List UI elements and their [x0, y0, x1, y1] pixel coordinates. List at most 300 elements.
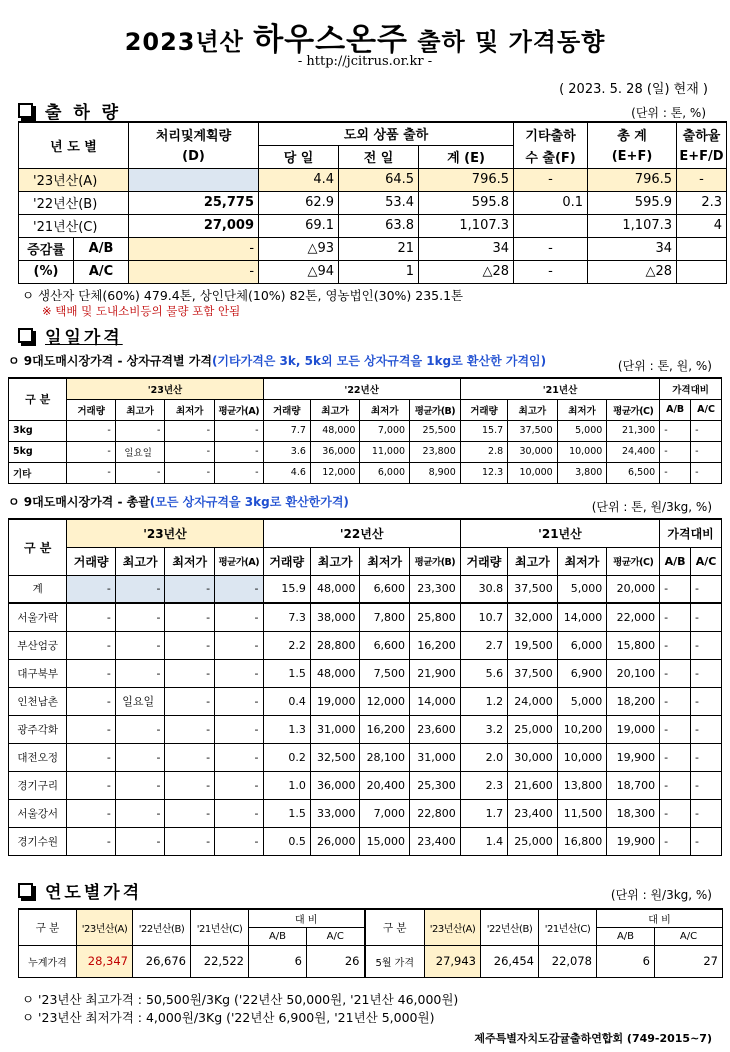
table-row [9, 799, 722, 827]
cell: 25,775 [129, 191, 259, 214]
header-volume: 거래량 [67, 547, 115, 575]
cell: 일요일 [115, 687, 165, 715]
cell: - [115, 827, 165, 855]
cell: - [691, 687, 722, 715]
cell: 11,500 [557, 799, 607, 827]
cell: 38,000 [310, 603, 360, 631]
header-2022: '22년산 [263, 378, 460, 399]
cell: 19,500 [508, 631, 558, 659]
cell: - [67, 771, 115, 799]
cell: - [129, 237, 259, 260]
cell: - [129, 260, 259, 283]
cell: 23,800 [410, 441, 461, 462]
header-ef: (E+F) [588, 145, 677, 168]
cell: 5,000 [557, 687, 607, 715]
cell: - [691, 715, 722, 743]
header-ac: A/C [655, 927, 723, 945]
cell: - [115, 575, 165, 603]
cell: 6 [249, 945, 307, 977]
max-price-note: ㅇ '23년산 최고가격 : 50,500원/3Kg ('22년산 50,000원, '21년산 46,000원) [22, 992, 459, 1007]
cell: - [67, 743, 115, 771]
cell: 12,000 [360, 687, 410, 715]
cell: 22,800 [410, 799, 461, 827]
cell: - [691, 603, 722, 631]
header-2022: '22년산 [263, 519, 460, 547]
header-efd: E+F/D [677, 145, 727, 168]
cell: - [660, 743, 691, 771]
cell: 28,800 [310, 631, 360, 659]
cell: 7,000 [360, 799, 410, 827]
header-2023: '23년산 [67, 519, 263, 547]
header-year: 년 도 별 [19, 122, 129, 168]
cell: - [215, 659, 263, 687]
header-plan-d: (D) [129, 145, 259, 168]
row-label: 5월 가격 [365, 945, 425, 977]
cell: - [115, 462, 165, 483]
cell: 6,500 [607, 462, 660, 483]
cell: 12.3 [460, 462, 507, 483]
cell: - [215, 575, 263, 603]
site-url[interactable]: - http://jcitrus.or.kr - [297, 54, 433, 69]
cell: 24,000 [508, 687, 558, 715]
footer-org: 제주특별자치도감귤출하연합회 (749-2015~7) [474, 1032, 712, 1045]
cell: - [215, 799, 263, 827]
cell: - [165, 441, 215, 462]
cell: 2.2 [263, 631, 310, 659]
cell: 15.9 [263, 575, 310, 603]
table-row [9, 827, 722, 855]
cell: - [165, 631, 215, 659]
cell: - [215, 771, 263, 799]
cell: 12,000 [310, 462, 360, 483]
cell: - [660, 631, 691, 659]
cell: - [514, 237, 588, 260]
cell: - [660, 603, 691, 631]
cell: 31,000 [310, 715, 360, 743]
cell: 34 [419, 237, 514, 260]
header-compare: 대 비 [597, 909, 723, 927]
row-label: (%) [19, 260, 74, 283]
table-row [19, 168, 727, 191]
cell: - [115, 743, 165, 771]
cell: 36,000 [310, 771, 360, 799]
cell: 7.7 [263, 420, 310, 441]
cell: - [691, 420, 722, 441]
cell: - [691, 659, 722, 687]
row-label: 5kg [9, 441, 67, 462]
cell: 14,000 [410, 687, 461, 715]
header-2021: '21년산 [460, 378, 659, 399]
subtitle-paren: (기타가격은 3k, 5k외 모든 상자규격을 1kg로 환산한 가격임) [211, 354, 547, 368]
cell: 1,107.3 [588, 214, 677, 237]
title-year: 2023년산 [124, 28, 244, 56]
cell: 2.3 [677, 191, 727, 214]
cell: 26,454 [481, 945, 539, 977]
cell: 16,200 [410, 631, 461, 659]
row-label: 서울가락 [9, 603, 67, 631]
cell: 0.5 [263, 827, 310, 855]
table-row [9, 771, 722, 799]
cell: 48,000 [310, 420, 360, 441]
header-high: 최고가 [508, 399, 558, 420]
header-compare: 가격대비 [660, 378, 722, 399]
header-avg-b: 평균가(B) [410, 399, 461, 420]
table-row [19, 945, 723, 977]
row-label: 광주각화 [9, 715, 67, 743]
cell: - [165, 687, 215, 715]
cell: 796.5 [588, 168, 677, 191]
section-title: 연도별가격 [45, 883, 143, 903]
header-ac: A/C [691, 399, 722, 420]
cell: 37,500 [508, 420, 558, 441]
cell: 21 [339, 237, 419, 260]
cell: 25,800 [410, 603, 461, 631]
cell: 48,000 [310, 575, 360, 603]
cell: 22,078 [539, 945, 597, 977]
cell: 10,000 [557, 743, 607, 771]
header-low: 최저가 [360, 399, 410, 420]
cell: 18,700 [607, 771, 660, 799]
cell: 37,500 [508, 575, 558, 603]
cell: - [115, 603, 165, 631]
cell: 18,300 [607, 799, 660, 827]
cell: 18,200 [607, 687, 660, 715]
cell: 1.0 [263, 771, 310, 799]
cell: - [691, 441, 722, 462]
cell: 63.8 [339, 214, 419, 237]
cell: - [165, 715, 215, 743]
table-row [9, 462, 722, 483]
cell: - [215, 743, 263, 771]
cell: 36,000 [310, 441, 360, 462]
cell [677, 260, 727, 283]
cell: 13,800 [557, 771, 607, 799]
page-title [0, 14, 730, 59]
cell: 22,000 [607, 603, 660, 631]
cell: - [67, 603, 115, 631]
row-label: 대전오정 [9, 743, 67, 771]
header-2023: '23년산(A) [77, 909, 133, 945]
cell: 일요일 [115, 441, 165, 462]
row-label: 3kg [9, 420, 67, 441]
cell: 25,300 [410, 771, 461, 799]
cell: 5,000 [557, 420, 607, 441]
title-product: 하우스온주 [253, 22, 408, 58]
cell: 23,300 [410, 575, 461, 603]
cell: - [215, 715, 263, 743]
header-high: 최고가 [115, 399, 165, 420]
header-2023: '23년산 [67, 378, 263, 399]
table-row [9, 743, 722, 771]
table-row [9, 603, 722, 631]
header-avg-a: 평균가(A) [215, 399, 264, 420]
cell: - [660, 771, 691, 799]
header-low: 최저가 [165, 399, 215, 420]
cell: - [514, 260, 588, 283]
header-low: 최저가 [165, 547, 215, 575]
cell: 1.5 [263, 659, 310, 687]
header-volume: 거래량 [460, 399, 507, 420]
cell: 25,000 [508, 827, 558, 855]
header-total: 총 계 [588, 122, 677, 145]
cell: - [215, 603, 263, 631]
header-2021: '21년산(C) [539, 909, 597, 945]
row-label: 경기구리 [9, 771, 67, 799]
cell: 28,347 [77, 945, 133, 977]
cell: - [115, 715, 165, 743]
row-label: A/B [74, 237, 129, 260]
row-label: 서울강서 [9, 799, 67, 827]
row-label: A/C [74, 260, 129, 283]
summary-price-table [8, 518, 722, 856]
cell: 10,000 [557, 441, 607, 462]
cell: - [691, 799, 722, 827]
cell: 8,900 [410, 462, 461, 483]
daily-subtitle [8, 352, 546, 369]
box-size-price-table [8, 377, 722, 484]
unit-label: (단위 : 톤, 원/3kg, %) [591, 500, 712, 514]
cell: 1 [339, 260, 419, 283]
table-row [9, 441, 722, 462]
header-2021: '21년산 [460, 519, 659, 547]
checkbox-square-icon [18, 883, 33, 898]
cell: 33,000 [310, 799, 360, 827]
cell: 7,000 [360, 420, 410, 441]
section-shipment-heading [18, 98, 121, 123]
cell: 23,400 [410, 827, 461, 855]
cell: 10,200 [557, 715, 607, 743]
subtitle-label: ㅇ 9대도매시장가격 - 상자규격별 가격 [8, 354, 212, 368]
cell: 24,400 [607, 441, 660, 462]
header-export: 수 출(F) [514, 145, 588, 168]
cell: - [165, 603, 215, 631]
cell: 0.2 [263, 743, 310, 771]
cell: - [165, 575, 215, 603]
header-volume: 거래량 [263, 547, 310, 575]
cell: 11,000 [360, 441, 410, 462]
cell: - [115, 631, 165, 659]
cell: - [115, 799, 165, 827]
cell: 1.3 [263, 715, 310, 743]
cell: - [67, 687, 115, 715]
table-row [9, 715, 722, 743]
header-prev: 전 일 [339, 145, 419, 168]
subtitle-label: ㅇ 9대도매시장가격 - 총괄 [8, 495, 150, 509]
cell: 1.4 [460, 827, 507, 855]
cell: 5,000 [557, 575, 607, 603]
table-row [19, 260, 727, 283]
cell: 27,943 [425, 945, 481, 977]
cell: - [165, 659, 215, 687]
cell: 15,800 [607, 631, 660, 659]
cell: - [215, 441, 264, 462]
header-sum: 계 (E) [419, 145, 514, 168]
cell: 23,600 [410, 715, 461, 743]
cell: - [215, 462, 264, 483]
cell: 2.7 [460, 631, 507, 659]
cell: 19,000 [607, 715, 660, 743]
cell: 4.6 [263, 462, 310, 483]
header-ac: A/C [307, 927, 365, 945]
cell: - [67, 827, 115, 855]
cell: 10.7 [460, 603, 507, 631]
cell: 20,000 [607, 575, 660, 603]
cell: - [215, 687, 263, 715]
header-2022: '22년산(B) [481, 909, 539, 945]
unit-label: (단위 : 톤, %) [631, 106, 706, 120]
cell: 7.3 [263, 603, 310, 631]
cell: - [115, 659, 165, 687]
cell: - [215, 420, 264, 441]
cell: 6,600 [360, 631, 410, 659]
cell: 1.2 [460, 687, 507, 715]
cell: - [67, 420, 115, 441]
shipment-table [18, 121, 727, 284]
cell: 15.7 [460, 420, 507, 441]
header-low: 최저가 [557, 547, 607, 575]
cell: 22,522 [191, 945, 249, 977]
cell: 0.1 [514, 191, 588, 214]
cell: - [514, 168, 588, 191]
cell: - [691, 743, 722, 771]
cell: 30,000 [508, 441, 558, 462]
header-rate: 출하율 [677, 122, 727, 145]
unit-label: (단위 : 원/3kg, %) [610, 888, 712, 902]
cell: - [165, 827, 215, 855]
cell: 1.7 [460, 799, 507, 827]
cell: 27 [655, 945, 723, 977]
title-suffix: 출하 및 가격동향 [417, 28, 606, 56]
cell: 1.5 [263, 799, 310, 827]
cell: 19,900 [607, 827, 660, 855]
cell: - [691, 631, 722, 659]
cell: 30.8 [460, 575, 507, 603]
cell: - [660, 441, 691, 462]
header-gubun: 구 분 [9, 519, 67, 575]
header-compare: 가격대비 [660, 519, 722, 547]
table-row [9, 575, 722, 603]
cell: - [660, 715, 691, 743]
yearly-price-table [18, 908, 723, 978]
cell: - [67, 631, 115, 659]
cell: - [165, 743, 215, 771]
cell: - [677, 168, 727, 191]
header-avg-c: 평균가(C) [607, 547, 660, 575]
section-yearly-heading [18, 878, 142, 903]
header-plan: 처리및계획량 [129, 122, 259, 145]
cell: - [691, 575, 722, 603]
header-high: 최고가 [310, 547, 360, 575]
header-2022: '22년산(B) [133, 909, 191, 945]
cell: 21,600 [508, 771, 558, 799]
cell: 6,600 [360, 575, 410, 603]
row-label: 인천남촌 [9, 687, 67, 715]
cell: 30,000 [508, 743, 558, 771]
cell: 32,500 [310, 743, 360, 771]
row-label: '21년산(C) [19, 214, 129, 237]
header-low: 최저가 [360, 547, 410, 575]
cell: 3.2 [460, 715, 507, 743]
header-outbound: 도외 상품 출하 [259, 122, 514, 145]
cell: - [67, 441, 115, 462]
table-row [19, 191, 727, 214]
header-ab: A/B [597, 927, 655, 945]
cell: 27,009 [129, 214, 259, 237]
exclusion-note: ※ 택배 및 도내소비등의 물량 포함 안됨 [42, 304, 241, 318]
cell: 26,000 [310, 827, 360, 855]
section-title: 출 하 량 [45, 103, 122, 123]
cell: 32,000 [508, 603, 558, 631]
cell: - [165, 771, 215, 799]
cell: - [67, 799, 115, 827]
row-label: 누계가격 [19, 945, 77, 977]
cell: 3,800 [557, 462, 607, 483]
min-price-note: ㅇ '23년산 최저가격 : 4,000원/3Kg ('22년산 6,900원, '21년산 5,000원) [22, 1010, 435, 1025]
header-other: 기타출하 [514, 122, 588, 145]
header-today: 당 일 [259, 145, 339, 168]
table-row [19, 214, 727, 237]
producer-note: ㅇ 생산자 단체(60%) 479.4톤, 상인단체(10%) 82톤, 영농법인(30%) 235.1톤 [22, 288, 464, 303]
cell: 6,000 [360, 462, 410, 483]
cell: 3.6 [263, 441, 310, 462]
header-ab: A/B [660, 399, 691, 420]
checkbox-square-icon [18, 103, 33, 118]
summary-subtitle [8, 493, 349, 510]
cell: - [660, 575, 691, 603]
cell: 26 [307, 945, 365, 977]
table-row [9, 420, 722, 441]
cell: - [691, 827, 722, 855]
cell: 796.5 [419, 168, 514, 191]
cell: - [67, 462, 115, 483]
header-volume: 거래량 [263, 399, 310, 420]
cell: △28 [588, 260, 677, 283]
cell: 595.9 [588, 191, 677, 214]
cell: 6,000 [557, 631, 607, 659]
cell: 34 [588, 237, 677, 260]
checkbox-square-icon [18, 328, 33, 343]
cell: 20,400 [360, 771, 410, 799]
cell: 25,500 [410, 420, 461, 441]
header-avg-a: 평균가(A) [215, 547, 263, 575]
row-label: 경기수원 [9, 827, 67, 855]
cell: 25,000 [508, 715, 558, 743]
header-high: 최고가 [508, 547, 558, 575]
header-avg-c: 평균가(C) [607, 399, 660, 420]
cell: 2.8 [460, 441, 507, 462]
cell: 28,100 [360, 743, 410, 771]
cell: 7,500 [360, 659, 410, 687]
row-label: '23년산(A) [19, 168, 129, 191]
cell: - [165, 420, 215, 441]
row-label: 계 [9, 575, 67, 603]
cell: 2.0 [460, 743, 507, 771]
cell: - [660, 420, 691, 441]
header-avg-b: 평균가(B) [410, 547, 461, 575]
cell: - [165, 799, 215, 827]
cell: △28 [419, 260, 514, 283]
cell [514, 214, 588, 237]
cell: - [115, 420, 165, 441]
header-ab: A/B [249, 927, 307, 945]
cell: 16,800 [557, 827, 607, 855]
cell: 48,000 [310, 659, 360, 687]
cell: - [691, 771, 722, 799]
unit-label: (단위 : 톤, 원, %) [617, 359, 712, 373]
cell: - [660, 687, 691, 715]
cell: 19,000 [310, 687, 360, 715]
cell: 62.9 [259, 191, 339, 214]
